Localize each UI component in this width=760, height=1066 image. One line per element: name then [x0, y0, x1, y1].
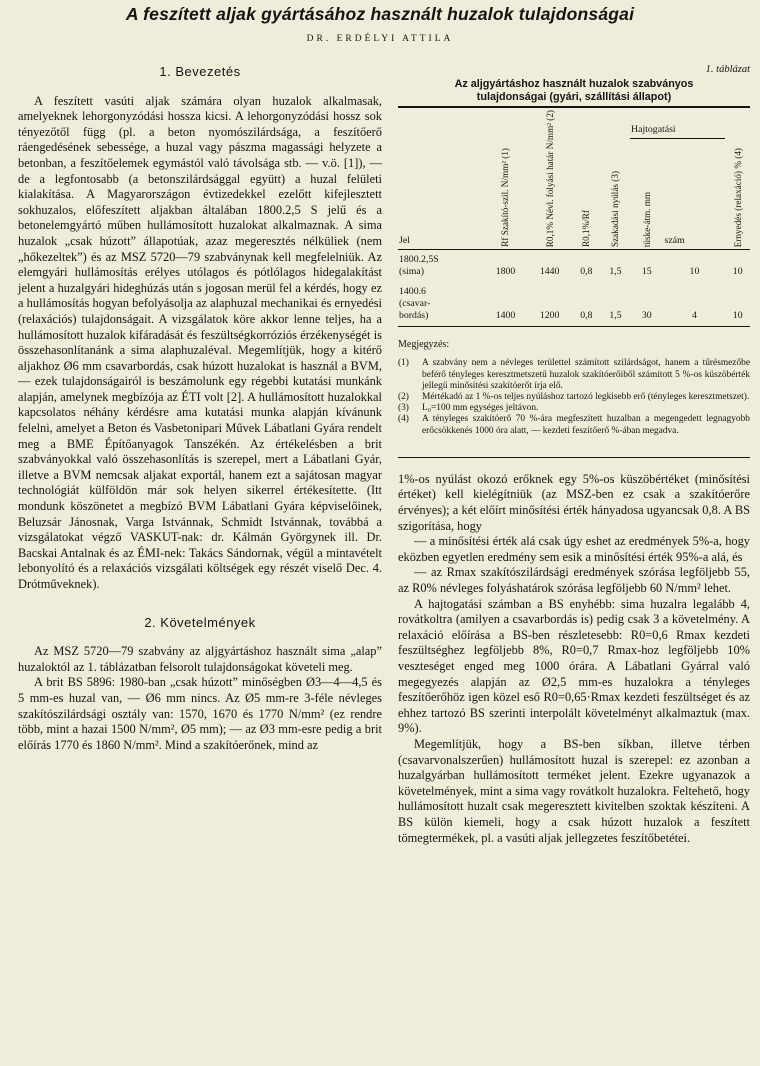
table-caption-line: tulajdonságai (gyári, szállítási állapot) — [476, 90, 672, 103]
wire-properties-table — [398, 106, 750, 327]
col-header-jel: Jel — [398, 107, 483, 250]
table-cell: 0,8 — [580, 309, 593, 321]
body-paragraph: — a minősítési érték alá csak úgy eshet az eredmények 5%-a, hogy eközben egyetlen eredmény sem esik a minősítési érték 95%-a alá, és — [398, 534, 750, 564]
left-column — [18, 60, 382, 753]
requirements-paragraph-1: Az MSZ 5720—79 szabvány az aljgyártáshoz használt sima „alap” huzaloktól az 1. táblázatban felsorolt tulajdonságokat követeli meg. — [18, 644, 382, 674]
table-cell: 4 — [692, 309, 697, 321]
col-header-ratio: R0,1%/Rf — [572, 107, 601, 250]
table-cell: 1400 — [495, 309, 516, 321]
body-paragraph: Megemlítjük, hogy a BS-ben síkban, illetve térben (csavarvonalszerűen) hullámosított huzal is szerepel: ez azonban a huzalgyárban hullámosított terméket jelent. Ezekre ugyanazok a követelmények, mint a sima vagy rovátkolt huzalokra. Feltehető, hogy hullámosított huzalt csak megeresztett kivitelben szoktak készíteni. A BS külön kiemeli, hogy a csak húzott huzalok a feszített tömegtermékek, pl. a vasúti aljak jellegzetes feszítőbetétei. — [398, 736, 750, 845]
table-row — [398, 282, 750, 327]
table-caption-line: Az aljgyártáshoz használt huzalok szabványos — [454, 77, 694, 90]
col-header-yield-point: R0,1% Névl. folyási határ N/mm² (2) — [528, 107, 572, 250]
intro-paragraph: A feszített vasúti aljak számára olyan huzalok alkalmasak, amelyeknek lehorgonyzódási hossza kicsi. A lehorgonyzódási hossz sok tényezőtől függ (pl. a beton nyomószilárdsága, a feszítőerő ráengedésének sebessége, a huzal vagy pászma magassági helyzete a betonban, a feszítőelemek egymástól való távolsága stb. — v.ö. [1]), — de a legfontosabb (a betonszilárdsággal együtt) a huzal felületi kialakítása. A Magyarországon évtizedekkel ezelőtt kifejlesztett sokhuzalos, előfeszített aljakban általában 1800.2,5 S jelű és a betonelemgyártó műben hullámosított huzalokat alkalmaznak. A sima huzalok „csak húzott” állapotúak, azaz megeresztés nélküliek (nem „hőkezeltek”) és az MSZ 5720—79 szabványnak kell megfelelniük. Az elemgyári hullámosítás erélyes utólagos és pótlólagos hidegalakítást jelent a huzalgyári hideghúzás után s jogosan merül fel a kérdés, hogy ez a hullámosítás hogyan befolyásolja az alaphuzal mechanikai és ernyedési (relaxációs) tulajdonságait. A vizsgálatok köre akkor lenne teljes, ha a hullámosított huzalok kifáradását és feszültségkorróziós érzékenységét is összehasonlítanánk a sima alaphuzaléval. Megemlítjük, hogy a kitérő aljakhoz Ø6 mm csavarbordás, csak húzott huzalokat is használ a BVM, — ezek tulajdonságairól is beszámolunk egy régebbi kutatási munkánk alapján, amelynek megbízója az ÉTI volt [2]. A hullámosított huzalokkal kapcsolatos néhány kérdésre ama kutatási munka alapján kívánunk felelni, amelyet a Beton és Vasbetonipari Művek Lábatlani Gyára rendelt meg a BME Építőanyagok Tanszékén. Az értékelésben a brit szabványokkal való összehasonlítás is szerepel, mert a Lábatlani Gyár, illetve a BVM nemcsak aljakat exportál, hanem ezt a sajátosan magyar technológiát külföldön már sok helyen sikerrel értékesítette. (Itt mondunk köszönetet a megbízó BVM Lábatlani Gyára képviselőinek, Beluzsár Jánosnak, Varga Istvánnak, Schmidt Istvánnak, továbbá a vizsgálatokat végző VASKUT-nak: dr. Kálmán Györgynek ill. Dr. Bacskai Antalnak és az ÉMI-nek: Takács Sándornak, végül a mintavételt lebonyolító és a relaxációs vizsgálati költségek egy részét viselő Dec. 4. Drótműveknek). — [18, 93, 382, 591]
body-paragraph: A hajtogatási számban a BS enyhébb: sima huzalra legalább 4, rovátkoltra (amilyen a csavarbordás is) pedig csak 3 a követelmény. A relaxáció előírása a BS-ben részletesebb: R0=0,6 Rmax kezdeti feszültséghez legföljebb 8%, R0=0,7 Rmax-hoz legföljebb 10% veszteséget enged meg 1000 órára. A Lábatlani Gyárral való megegyezés alapján az Ø2,5 mm-es huzalokra a tényleges feszítőerőhöz igen közel eső R0=0,65·Rmax kezdeti feszültséget és az ehhez tartozó BS szerinti interpolált követelményt alkalmaztuk (max. 9%). — [398, 596, 750, 736]
notes-title: Megjegyzés: — [398, 338, 450, 350]
table-cell: 1,5 — [609, 309, 622, 321]
table-cell: 10 — [689, 265, 700, 277]
table-note: (1) A szabvány nem a névleges területtel számított szilárdságot, hanem a tűrésmezőbe beférő tényleges keresztmetszetű huzalok szakítóerőiből számított 5 %-os küszöbérték jellegű minősítési szakítóerőt írja elő. — [398, 358, 750, 391]
section-heading-introduction: 1. Bevezetés — [159, 64, 241, 79]
col-header-bending-group: Hajtogatási — [630, 107, 725, 139]
table-note: (4) A tényleges szakítóerő 70 %-ára megfeszített huzalban a megengedett legnagyobb erőcsökkenés 1000 óra alatt, — kezdeti feszítőerő %-ában megadva. — [398, 414, 750, 436]
col-header-relaxation: Ernyedés (relaxáció) % (4) — [725, 107, 750, 250]
table-cell: 15 — [641, 265, 652, 277]
right-body-text — [398, 472, 750, 846]
col-header-tensile-strength: Rf Szakító-szil. N/mm² (1) — [483, 107, 527, 250]
col-header-mandrel: tüske-átm. mm — [630, 139, 663, 250]
table-cell: 1440 — [539, 265, 560, 277]
table-cell: 30 — [641, 309, 652, 321]
row-label: 1800.2,5S (sima) — [399, 253, 439, 277]
body-paragraph: — az Rmax szakítószilárdsági eredmények szórása legföljebb 55, az R0% névleges folyáshatárok szórása legföljebb 60 N/mm² lehet. — [398, 565, 750, 595]
table-note: (2) Mértékadó az 1 %-os teljes nyúláshoz tartozó legkisebb erő (tényleges keresztmetszet). — [398, 392, 750, 403]
col-header-elongation: Szakadási nyúlás (3) — [601, 107, 630, 250]
table-row — [398, 249, 750, 282]
body-paragraph: 1%-os nyúlást okozó erőknek egy 5%-os küszöbértéket (minősítési értéket) kell kielégítniük (az MSZ-ben ez csak a szakítóerőre érvényes); a két előírt minősítési érték hányadosa ugyancsak 0,8. A BS szigorítása, hogy — [398, 471, 750, 533]
table-cell: 1200 — [539, 309, 560, 321]
article-title: A feszített aljak gyártásához használt huzalok tulajdonságai — [125, 4, 635, 24]
table-label: 1. táblázat — [705, 64, 750, 75]
right-column — [398, 60, 750, 846]
table-note: (3) L₀=100 mm egységes jeltávon. — [398, 403, 539, 414]
requirements-paragraph-2: A brit BS 5896: 1980-ban „csak húzott” minőségben Ø3—4—4,5 és 5 mm-es huzal van, — Ø6 mm nincs. Az Ø5 mm-re 3-féle névleges szakítószilárdsági osztály van: 1570, 1670 és 1770 N/mm² (ez rendre több, mint a hazai 1500 N/mm², Ø5 mm); — az Ø3 mm-esre pedig a brit előírás 1770 és 1860 N/mm². Mind a szakítóerőnek, mind az — [18, 675, 382, 752]
table-cell: 1,5 — [609, 265, 622, 277]
table-caption — [398, 78, 750, 104]
col-header-count: szám — [664, 139, 726, 250]
row-label: 1400.6 (csavar- bordás) — [399, 285, 431, 321]
table-cell: 10 — [732, 309, 743, 321]
table-cell: 1800 — [495, 265, 516, 277]
divider — [398, 457, 750, 458]
section-heading-requirements: 2. Követelmények — [144, 614, 256, 630]
table-cell: 0,8 — [580, 265, 593, 277]
author-name: DR. ERDÉLYI ATTILA — [306, 34, 454, 44]
table-cell: 10 — [732, 265, 743, 277]
